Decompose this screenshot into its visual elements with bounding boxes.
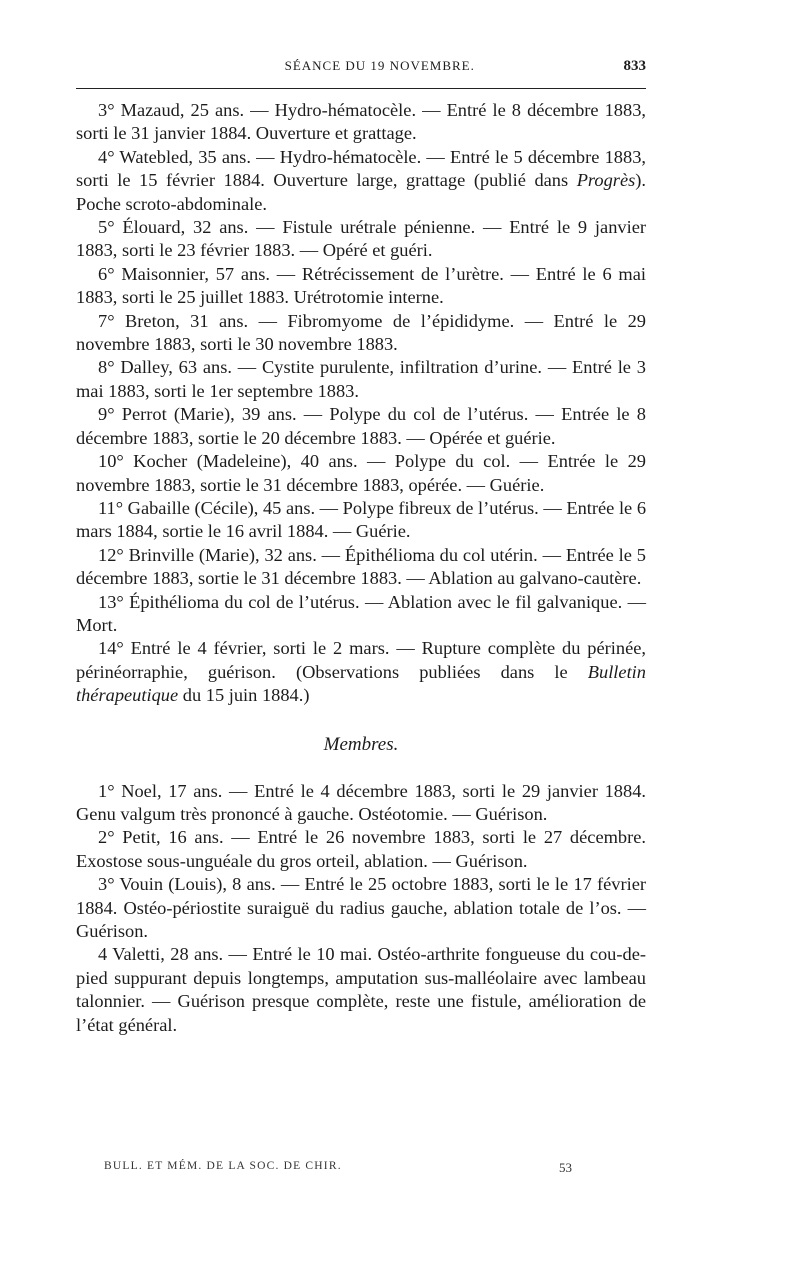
- footer-journal: BULL. ET MÉM. DE LA SOC. DE CHIR.: [104, 1160, 342, 1172]
- entry-4-journal: Progrès: [576, 170, 636, 191]
- page-number: 833: [623, 58, 646, 74]
- footer-signature: 53: [559, 1160, 572, 1175]
- entry-14-perinee: [76, 637, 646, 707]
- entry-4-tail: ). Poche scroto-abdominale.: [76, 170, 646, 214]
- entry-10-kocher: 10° Kocher (Madeleine), 40 ans. — Polype du col. — Entrée le 29 novembre 1883, sortie le 31 décembre 1883, opérée. — Guérie.: [76, 451, 646, 495]
- page-footer: [104, 1160, 572, 1176]
- entry-3-mazaud: 3° Mazaud, 25 ans. — Hydro-hématocèle. — Entré le 8 décembre 1883, sorti le 31 janvier 1884. Ouverture et grattage.: [76, 100, 646, 144]
- entry-14-tail: du 15 juin 1884.): [178, 685, 310, 706]
- membres-entry-2-petit: 2° Petit, 16 ans. — Entré le 26 novembre 1883, sorti le 27 décembre. Exostose sous-unguéale du gros orteil, ablation. — Guérison.: [76, 827, 646, 871]
- entry-11-gabaille: 11° Gabaille (Cécile), 45 ans. — Polype fibreux de l’utérus. — Entrée le 6 mars 1884, sortie le 16 avril 1884. — Guérie.: [76, 497, 647, 542]
- membres-entry-4-valetti: 4 Valetti, 28 ans. — Entré le 10 mai. Ostéo-arthrite fongueuse du cou-de-pied suppurant depuis longtemps, amputation sus-malléolaire avec lambeau talonnier. — Guérison presque complète, reste une fistule, amélioration de l’état général.: [76, 944, 646, 1035]
- entry-8-dalley: 8° Dalley, 63 ans. — Cystite purulente, infiltration d’urine. — Entré le 3 mai 1883, sorti le 1er septembre 1883.: [76, 357, 646, 401]
- entry-14-text: 14° Entré le 4 février, sorti le 2 mars. — Rupture complète du périnée, périnéorraphie, guérison. (Observations publiées dans le: [76, 638, 646, 682]
- entry-5-elouard: 5° Élouard, 32 ans. — Fistule urétrale pénienne. — Entré le 9 janvier 1883, sorti le 23 février 1883. — Opéré et guéri.: [76, 217, 646, 261]
- entry-4-watebled: [76, 146, 646, 216]
- entry-13-epithelioma: 13° Épithélioma du col de l’utérus. — Ablation avec le fil galvanique. — Mort.: [76, 591, 646, 635]
- running-title: SÉANCE DU 19 NOVEMBRE.: [284, 58, 475, 73]
- running-head: [76, 58, 646, 80]
- section-title-membres: Membres.: [323, 733, 399, 755]
- entry-6-maisonnier: 6° Maisonnier, 57 ans. — Rétrécissement de l’urètre. — Entré le 6 mai 1883, sorti le 25 juillet 1883. Urétrotomie interne.: [76, 263, 646, 308]
- entry-14-journal: Bulletin thérapeutique: [76, 661, 646, 706]
- entry-4-text: 4° Watebled, 35 ans. — Hydro-hématocèle. — Entré le 5 décembre 1883, sorti le 15 février 1884. Ouverture large, grattage (publié dans: [76, 146, 646, 191]
- header-rule: [76, 88, 646, 89]
- document-page: [76, 58, 646, 1037]
- entry-9-perrot: 9° Perrot (Marie), 39 ans. — Polype du col de l’utérus. — Entrée le 8 décembre 1883, sortie le 20 décembre 1883. — Opérée et guérie.: [76, 404, 646, 448]
- entry-12-brinville: 12° Brinville (Marie), 32 ans. — Épithélioma du col utérin. — Entrée le 5 décembre 1883, sortie le 31 décembre 1883. — Ablation au galvano-cautère.: [76, 544, 646, 589]
- membres-entry-1-noel: 1° Noel, 17 ans. — Entré le 4 décembre 1883, sorti le 29 janvier 1884. Genu valgum très prononcé à gauche. Ostéotomie. — Guérison.: [76, 780, 646, 824]
- membres-entry-3-vouin: 3° Vouin (Louis), 8 ans. — Entré le 25 octobre 1883, sorti le le 17 février 1884. Ostéo-périostite suraiguë du radius gauche, ablation totale de l’os. — Guérison.: [76, 874, 646, 941]
- entry-7-breton: 7° Breton, 31 ans. — Fibromyome de l’épididyme. — Entré le 29 novembre 1883, sorti le 30 novembre 1883.: [76, 310, 646, 355]
